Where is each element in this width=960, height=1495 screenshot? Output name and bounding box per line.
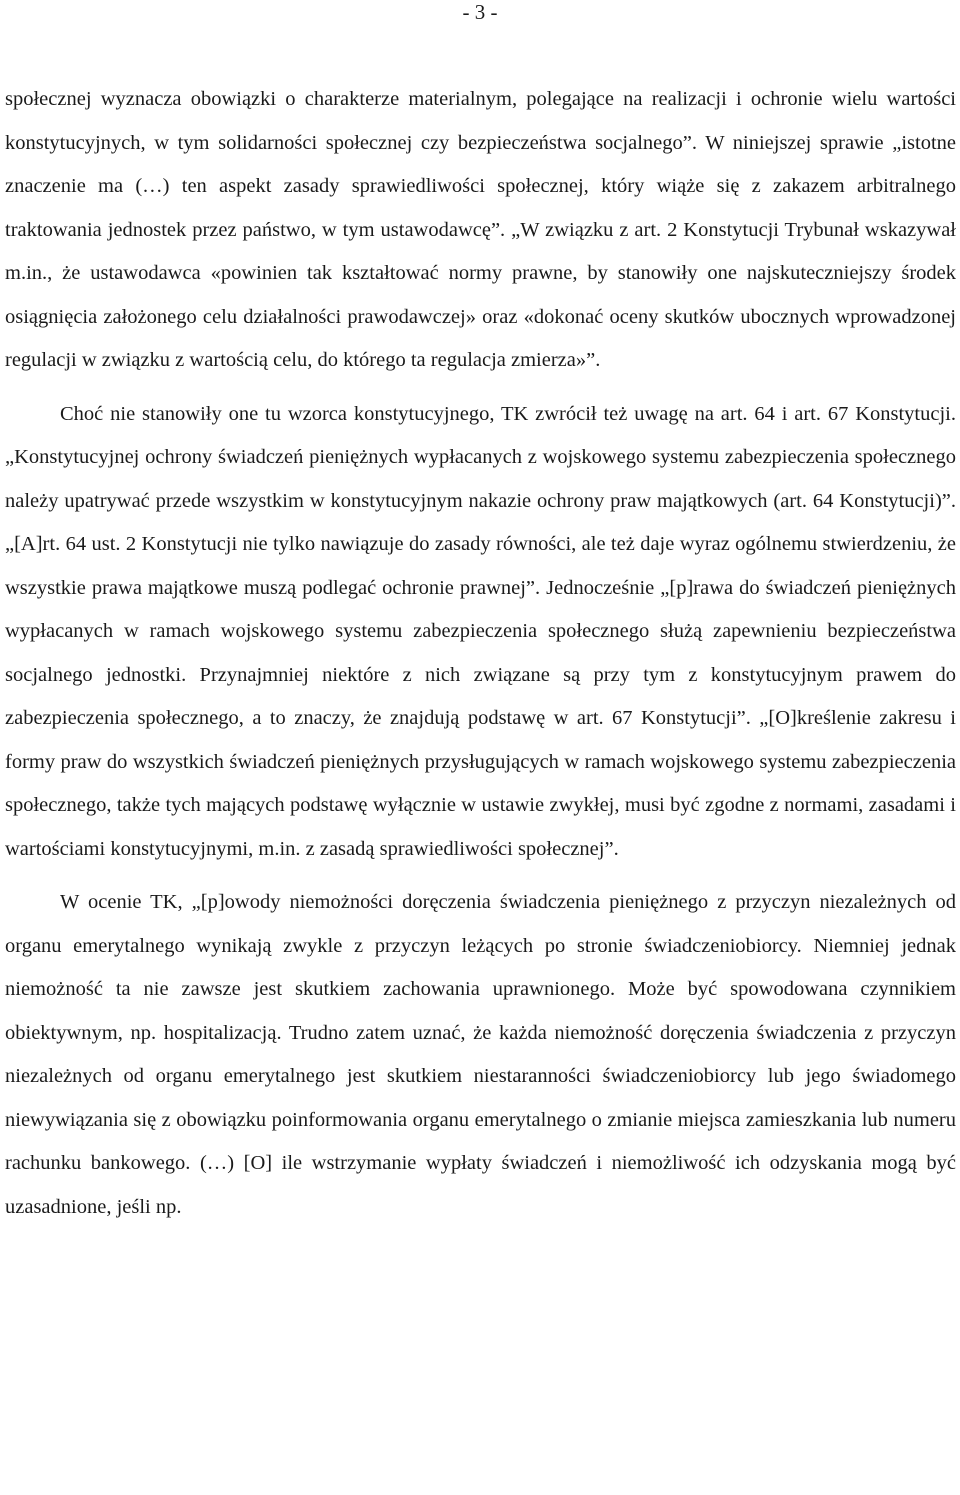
document-body xyxy=(5,78,956,1229)
paragraph-1: społecznej wyznacza obowiązki o charakterze materialnym, polegające na realizacji i ochronie wielu wartości konstytucyjnych, w tym solidarności społecznej czy bezpieczeństwa socjalnego”. W niniejszej sprawie „istotne znaczenie ma (…) ten aspekt zasady sprawiedliwości społecznej, który wiąże się z zakazem arbitralnego traktowania jednostek przez państwo, w tym ustawodawcę”. „W związku z art. 2 Konstytucji Trybunał wskazywał m.in., że ustawodawca «powinien tak kształtować normy prawne, by stanowiły one najskuteczniejszy środek osiągnięcia założonego celu działalności prawodawczej» oraz «dokonać oceny skutków ubocznych wprowadzonej regulacji w związku z wartością celu, do którego ta regulacja zmierza»”. xyxy=(5,88,956,371)
page-number: - 3 - xyxy=(462,0,498,24)
paragraph-2: Choć nie stanowiły one tu wzorca konstytucyjnego, TK zwrócił też uwagę na art. 64 i art. 67 Konstytucji. „Konstytucyjnej ochrony świadczeń pieniężnych wypłacanych z wojskowego systemu zabezpieczenia społecznego należy upatrywać przede wszystkim w konstytucyjnym nakazie ochrony praw majątkowych (art. 64 Konstytucji)”. „[A]rt. 64 ust. 2 Konstytucji nie tylko nawiązuje do zasady równości, ale też daje wyraz ogólnemu stwierdzeniu, że wszystkie prawa majątkowe muszą podlegać ochronie prawnej”. Jednocześnie „[p]rawa do świadczeń pieniężnych wypłacanych w ramach wojskowego systemu zabezpieczenia społecznego służą zapewnieniu bezpieczeństwa socjalnego jednostki. Przynajmniej niektóre z nich związane są przy tym z konstytucyjnym prawem do zabezpieczenia społecznego, a to znaczy, że znajdują podstawę w art. 67 Konstytucji”. „[O]kreślenie zakresu i formy praw do wszystkich świadczeń pieniężnych przysługujących w ramach wojskowego systemu zabezpieczenia społecznego, także tych mających podstawę wyłącznie w ustawie zwykłej, musi być zgodne z normami, zasadami i wartościami konstytucyjnymi, m.in. z zasadą sprawiedliwości społecznej”. xyxy=(5,402,956,860)
paragraph-3: W ocenie TK, „[p]owody niemożności doręczenia świadczenia pieniężnego z przyczyn niezależnych od organu emerytalnego wynikają zwykle z przyczyn leżących po stronie świadczeniobiorcy. Niemniej jednak niemożność ta nie zawsze jest skutkiem zachowania uprawnionego. Może być spowodowana czynnikiem obiektywnym, np. hospitalizacją. Trudno zatem uznać, że każda niemożność doręczenia świadczenia z przyczyn niezależnych od organu emerytalnego jest skutkiem niestaranności świadczeniobiorcy lub jego świadomego niewywiązania się z obowiązku poinformowania organu emerytalnego o zmianie miejsca zamieszkania lub numeru rachunku bankowego. (…) [O] ile wstrzymanie wypłaty świadczeń i niemożliwość ich odzyskania mogą być uzasadnione, jeśli np. xyxy=(5,891,956,1218)
